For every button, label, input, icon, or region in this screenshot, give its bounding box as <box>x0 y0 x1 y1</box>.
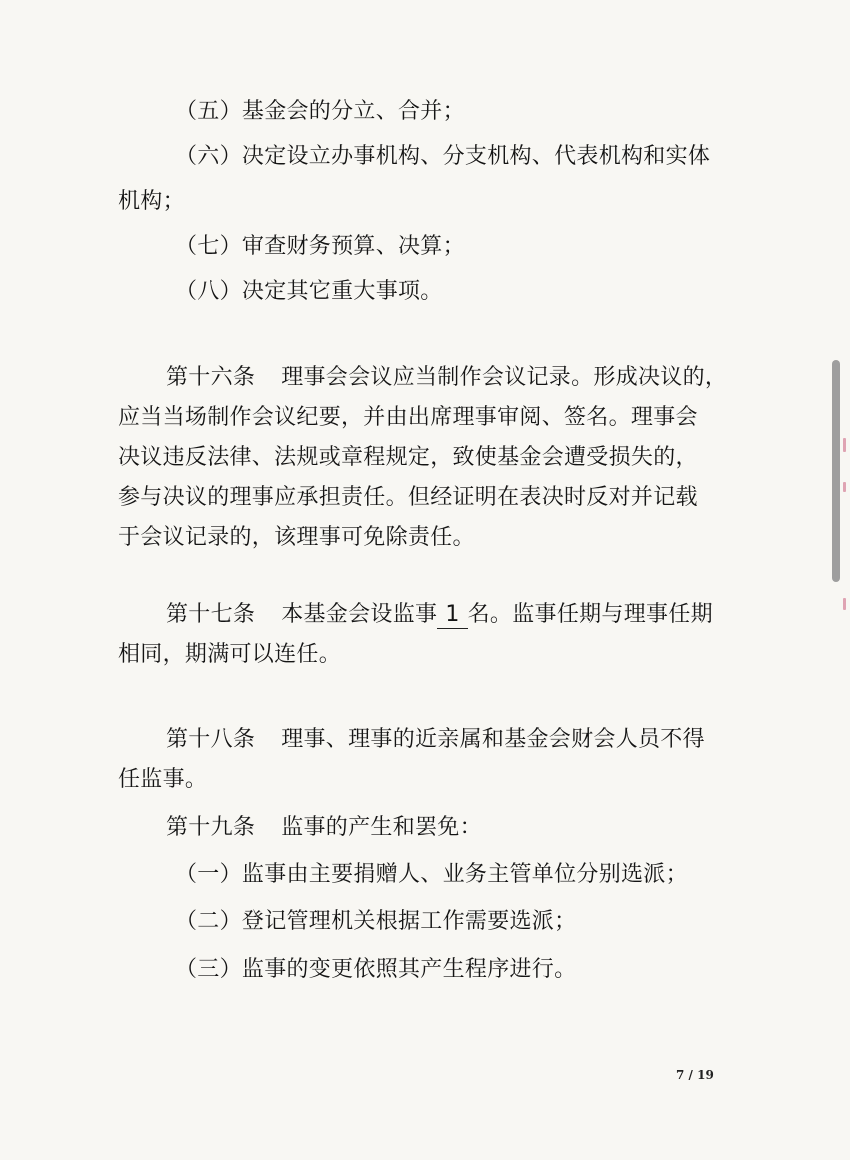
edge-stamp-mark <box>843 598 846 610</box>
article-17-label: 第十七条 <box>166 602 256 627</box>
article-19-label: 第十九条 <box>166 815 256 840</box>
article-16-line-4: 参与决议的理事应承担责任。但经证明在表决时反对并记载 <box>118 485 698 510</box>
article-17-text-pre: 本基金会设监事 <box>281 602 438 627</box>
article-item-5: （五）基金会的分立、合并； <box>175 99 465 124</box>
article-18-label: 第十八条 <box>166 727 256 752</box>
article-item-6-continued: 机构； <box>118 189 185 214</box>
supervisor-count: 1 <box>437 602 467 629</box>
edge-stamp-mark <box>843 482 846 492</box>
article-18-text: 理事、理事的近亲属和基金会财会人员不得 <box>281 727 705 752</box>
article-item-8: （八）决定其它重大事项。 <box>175 279 443 304</box>
article-19-item-1: （一）监事由主要捐赠人、业务主管单位分别选派； <box>175 862 688 887</box>
scrollbar-thumb[interactable] <box>832 360 840 582</box>
article-16-label: 第十六条 <box>166 365 256 390</box>
article-16-line-5: 于会议记录的，该理事可免除责任。 <box>118 525 475 550</box>
article-19-text: 监事的产生和罢免： <box>281 815 482 840</box>
article-16-line-2: 应当当场制作会议纪要，并由出席理事审阅、签名。理事会 <box>118 405 698 430</box>
page-number: 7 / 19 <box>676 1068 714 1082</box>
article-19-first-line <box>166 813 482 843</box>
article-17-text-post: 名。监事任期与理事任期 <box>467 602 713 627</box>
article-19-item-2: （二）登记管理机关根据工作需要选派； <box>175 909 577 934</box>
article-18-first-line <box>166 725 705 755</box>
article-item-6: （六）决定设立办事机构、分支机构、代表机构和实体 <box>175 144 711 169</box>
article-17-line-2: 相同，期满可以连任。 <box>118 642 342 667</box>
article-16-line-3: 决议违反法律、法规或章程规定，致使基金会遭受损失的， <box>118 445 698 470</box>
article-19-item-3: （三）监事的变更依照其产生程序进行。 <box>175 957 577 982</box>
article-16-text: 理事会会议应当制作会议记录。形成决议的， <box>281 365 728 390</box>
article-18-line-2: 任监事。 <box>118 767 208 792</box>
article-16-first-line <box>166 363 727 393</box>
article-17-first-line <box>166 600 713 630</box>
edge-stamp-mark <box>843 438 846 452</box>
article-item-7: （七）审查财务预算、决算； <box>175 234 465 259</box>
